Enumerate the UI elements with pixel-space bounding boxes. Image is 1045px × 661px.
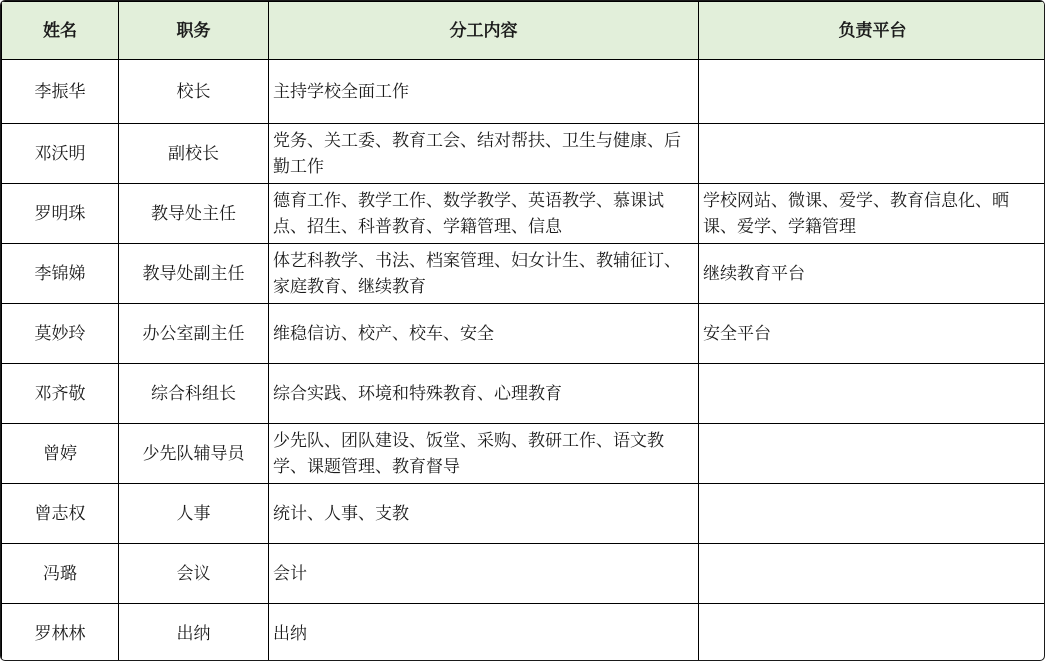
cell-platform — [699, 484, 1045, 544]
table-body — [2, 60, 1045, 661]
cell-platform — [699, 364, 1045, 424]
cell-duties: 会计 — [269, 544, 699, 604]
cell-position: 教导处主任 — [119, 184, 269, 244]
cell-duties: 党务、关工委、教育工会、结对帮扶、卫生与健康、后勤工作 — [269, 124, 699, 184]
cell-position: 出纳 — [119, 604, 269, 661]
table-row — [2, 304, 1045, 364]
cell-duties: 体艺科教学、书法、档案管理、妇女计生、教辅征订、家庭教育、继续教育 — [269, 244, 699, 304]
table-row — [2, 244, 1045, 304]
cell-platform — [699, 424, 1045, 484]
cell-duties: 少先队、团队建设、饭堂、采购、教研工作、语文教学、课题管理、教育督导 — [269, 424, 699, 484]
cell-name: 莫妙玲 — [2, 304, 119, 364]
cell-position: 副校长 — [119, 124, 269, 184]
cell-duties: 主持学校全面工作 — [269, 60, 699, 124]
table-row — [2, 124, 1045, 184]
cell-platform: 学校网站、微课、爱学、教育信息化、晒课、爱学、学籍管理 — [699, 184, 1045, 244]
header-cell-duties: 分工内容 — [269, 2, 699, 60]
cell-name: 罗明珠 — [2, 184, 119, 244]
table-row — [2, 364, 1045, 424]
cell-platform — [699, 124, 1045, 184]
cell-platform: 继续教育平台 — [699, 244, 1045, 304]
cell-name: 邓齐敬 — [2, 364, 119, 424]
table-row — [2, 60, 1045, 124]
table-row — [2, 184, 1045, 244]
cell-position: 校长 — [119, 60, 269, 124]
cell-duties: 维稳信访、校产、校车、安全 — [269, 304, 699, 364]
header-cell-name: 姓名 — [2, 2, 119, 60]
header-cell-position: 职务 — [119, 2, 269, 60]
table-row — [2, 544, 1045, 604]
header-cell-platform: 负责平台 — [699, 2, 1045, 60]
cell-position: 人事 — [119, 484, 269, 544]
cell-platform — [699, 60, 1045, 124]
table-row — [2, 424, 1045, 484]
table-row — [2, 604, 1045, 661]
cell-platform — [699, 604, 1045, 661]
table-row — [2, 484, 1045, 544]
header-row — [2, 2, 1045, 60]
cell-position: 少先队辅导员 — [119, 424, 269, 484]
table-header — [2, 2, 1045, 60]
cell-duties: 统计、人事、支教 — [269, 484, 699, 544]
cell-position: 综合科组长 — [119, 364, 269, 424]
staff-duty-table — [1, 1, 1045, 661]
cell-name: 李振华 — [2, 60, 119, 124]
cell-position: 会议 — [119, 544, 269, 604]
cell-name: 罗林林 — [2, 604, 119, 661]
cell-name: 冯璐 — [2, 544, 119, 604]
cell-position: 教导处副主任 — [119, 244, 269, 304]
cell-platform: 安全平台 — [699, 304, 1045, 364]
cell-name: 邓沃明 — [2, 124, 119, 184]
cell-duties: 出纳 — [269, 604, 699, 661]
cell-duties: 德育工作、教学工作、数学教学、英语教学、慕课试点、招生、科普教育、学籍管理、信息 — [269, 184, 699, 244]
cell-platform — [699, 544, 1045, 604]
cell-position: 办公室副主任 — [119, 304, 269, 364]
cell-name: 李锦娣 — [2, 244, 119, 304]
cell-name: 曾婷 — [2, 424, 119, 484]
cell-name: 曾志权 — [2, 484, 119, 544]
cell-duties: 综合实践、环境和特殊教育、心理教育 — [269, 364, 699, 424]
